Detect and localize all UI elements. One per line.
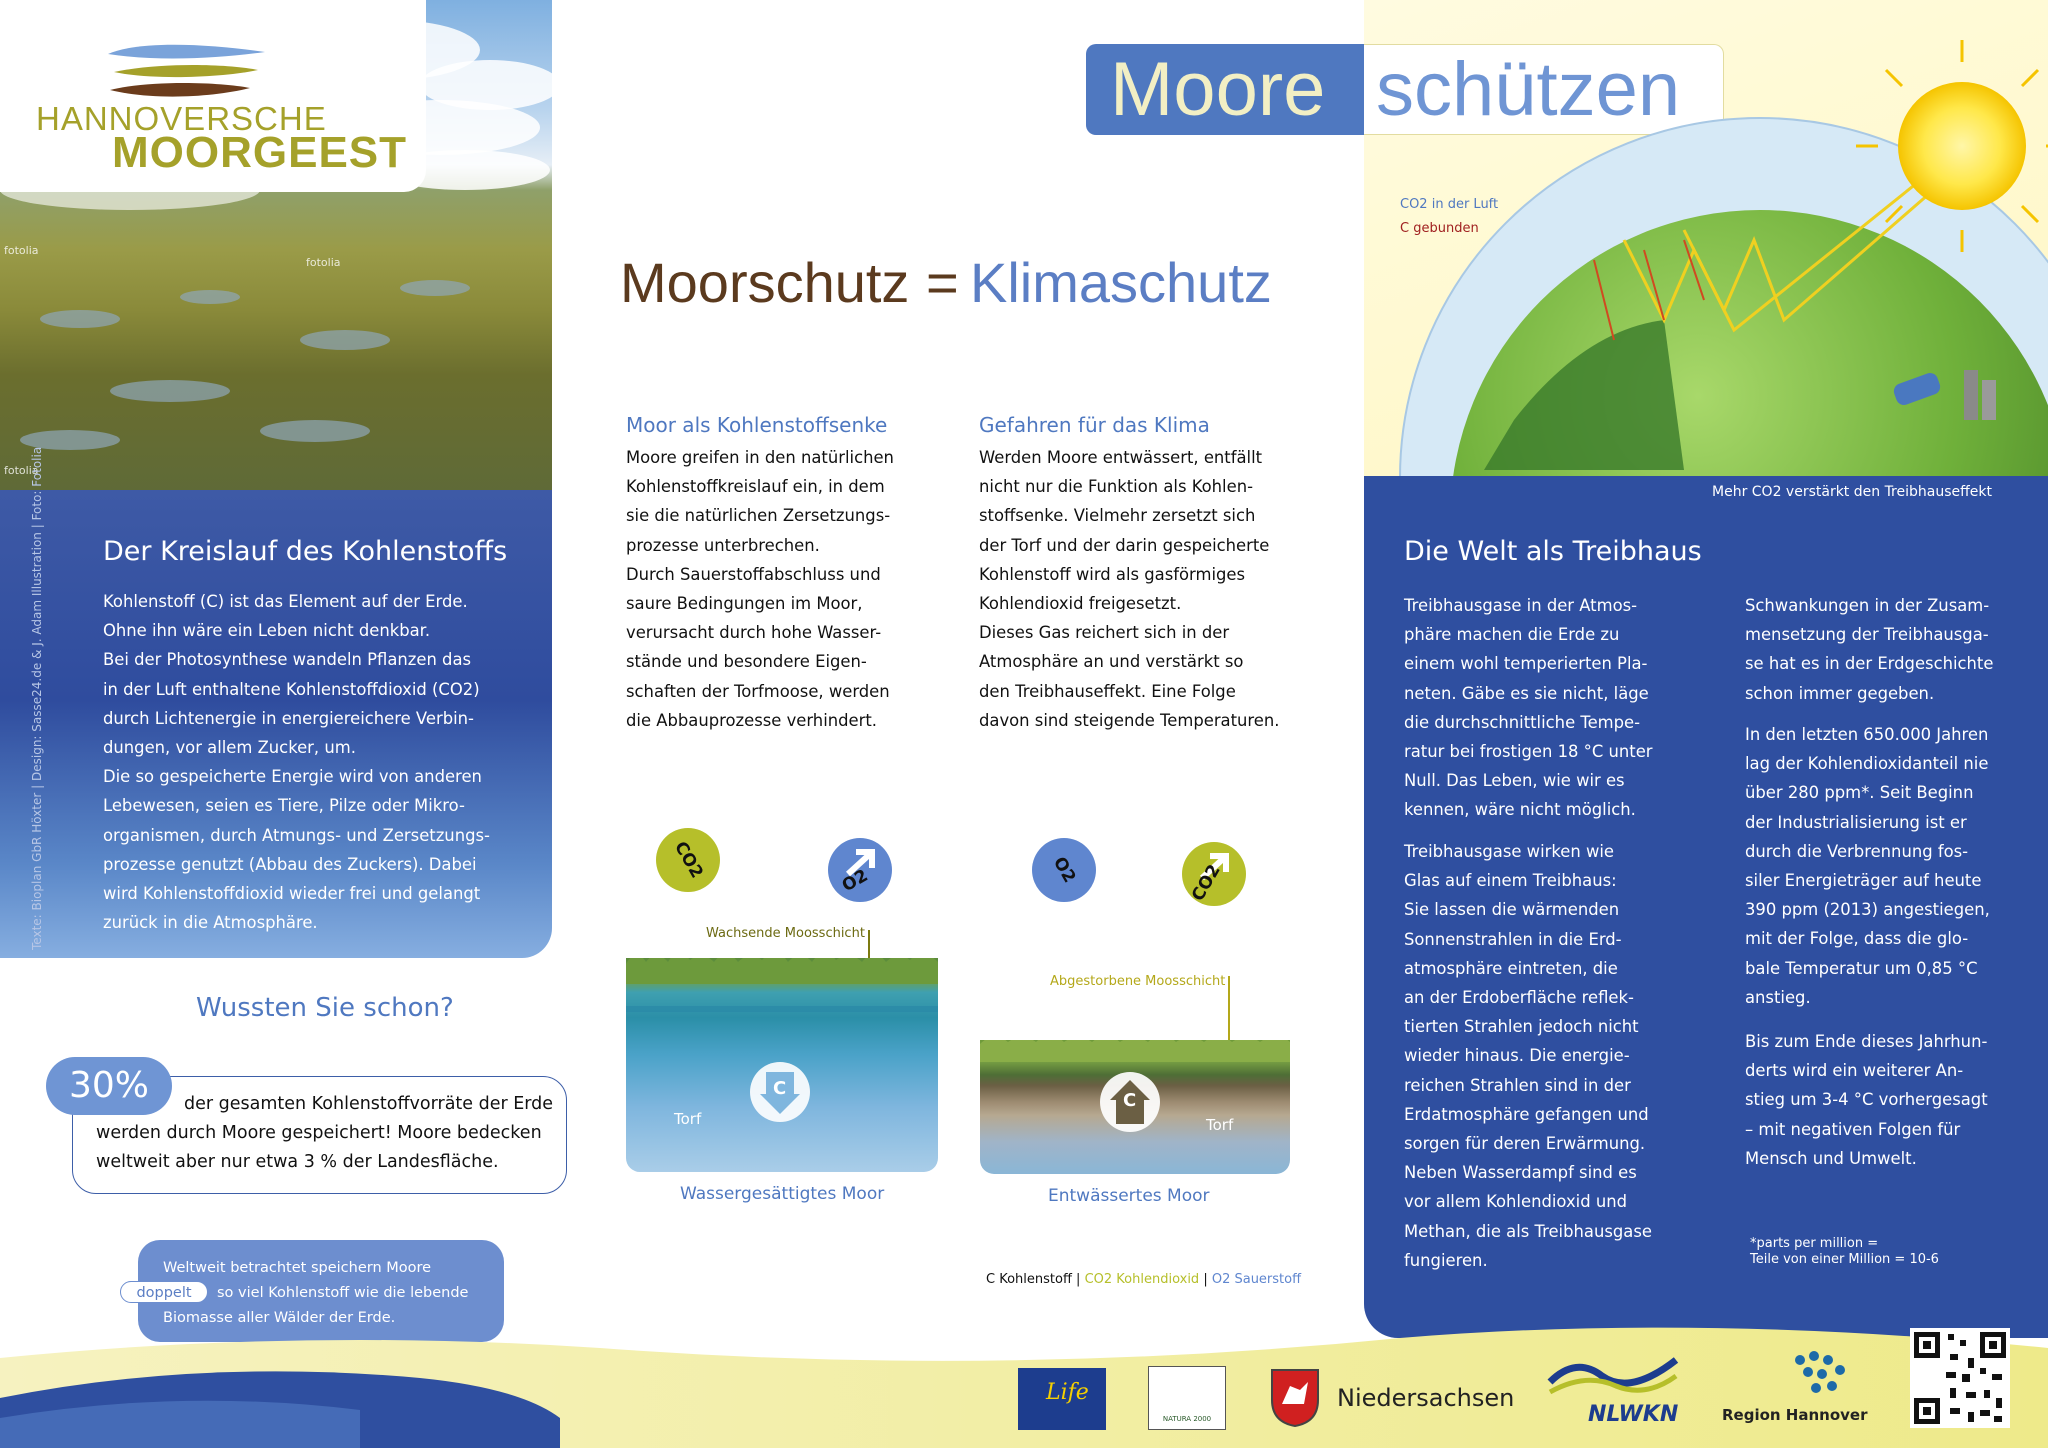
text-line: stieg um 3-4 °C vorhergesagt — [1745, 1090, 1988, 1110]
welt-title: Die Welt als Treibhaus — [1404, 536, 1702, 567]
welt-right-p3 — [1745, 1027, 2025, 1173]
text-line: tierten Strahlen jedoch nicht — [1404, 1017, 1639, 1037]
moss-layer — [626, 958, 938, 984]
icon-label: CO2 — [669, 838, 707, 882]
text-line: reichen Strahlen sind in der — [1404, 1075, 1631, 1095]
factory-icon — [1964, 370, 1978, 420]
saturated-moor-diagram — [626, 958, 938, 1172]
legend-co2: CO2 Kohlendioxid — [1084, 1272, 1200, 1287]
text-line: Durch Sauerstoffabschluss und — [626, 564, 881, 584]
text-line: Moore greifen in den natürlichen — [626, 448, 894, 467]
col1-heading: Moor als Kohlenstoffsenke — [626, 413, 888, 437]
text-line: an der Erdoberfläche reflek- — [1404, 988, 1634, 1008]
text-line: die Abbauprozesse verhindert. — [626, 710, 878, 730]
legend-o2: O2 Sauerstoff — [1211, 1272, 1302, 1287]
headline-left: Moorschutz — [620, 251, 910, 314]
text-line: schon immer gegeben. — [1745, 683, 1935, 703]
layer-label: Abgestorbene Moosschicht — [1050, 974, 1226, 989]
col2-body — [979, 443, 1309, 735]
text-line: Ohne ihn wäre ein Leben nicht denkbar. — [103, 621, 431, 641]
text-line: Treibhausgase wirken wie — [1404, 842, 1614, 861]
text-line: der Torf und der darin gespeicherte — [979, 535, 1270, 555]
text-line: sie die natürlichen Zersetzungs- — [626, 506, 891, 526]
nlwkn-logo-icon — [1546, 1352, 1680, 1396]
carbon-label: C — [1123, 1090, 1137, 1111]
text-line: organismen, durch Atmungs- und Zersetzungs- — [103, 825, 490, 845]
text-line: sorgen für deren Erwärmung. — [1404, 1134, 1646, 1154]
text-line: prozesse unterbrechen. — [626, 535, 820, 555]
footnote-line: *parts per million = — [1750, 1236, 1879, 1251]
co2-down-icon — [656, 828, 720, 892]
natura2000-logo — [1148, 1366, 1226, 1430]
diagram2-caption: Entwässertes Moor — [1048, 1186, 1210, 1206]
text-line: Sie lassen die wärmenden — [1404, 900, 1620, 920]
logo-text-2: MOORGEEST — [112, 128, 408, 177]
text-line: bale Temperatur um 0,85 °C — [1745, 958, 1978, 978]
text-line: Kohlendioxid freigesetzt. — [979, 594, 1182, 614]
col1-body — [626, 443, 946, 735]
footnote-line: Teile von einer Million = 10-6 — [1750, 1252, 1939, 1267]
natura-label: NATURA 2000 — [1162, 1415, 1212, 1423]
text-line: Neben Wasserdampf sind es — [1404, 1163, 1637, 1183]
legend-sep: | — [1199, 1272, 1212, 1287]
text-line: Mensch und Umwelt. — [1745, 1148, 1917, 1168]
welt-right-p1 — [1745, 591, 2025, 708]
headline-equals: = — [926, 251, 959, 314]
icon-label: CO2 — [1187, 861, 1225, 905]
layer-label: Wachsende Moosschicht — [706, 926, 865, 941]
watermark: fotolia — [4, 464, 39, 477]
logo-text-1: HANNOVERSCHE — [36, 100, 327, 137]
text-line: nicht nur die Funktion als Kohlen- — [979, 477, 1253, 497]
fact-text: der gesamten Kohlenstoffvorräte der Erde werden durch Moore gespeichert! Moore bedecken weltweit aber nur etwa 3 % der Landesfläche. — [96, 1094, 554, 1172]
text-line: se hat es in der Erdgeschichte — [1745, 654, 1994, 674]
nlwkn-text: NLWKN — [1588, 1402, 1679, 1427]
text-line: Kohlenstoff (C) ist das Element auf der Erde. — [103, 592, 468, 611]
text-line: Dieses Gas reichert sich in der — [979, 623, 1230, 643]
text-line: vor allem Kohlendioxid und — [1404, 1192, 1627, 1212]
watermark: fotolia — [306, 256, 341, 269]
torf-label: Torf — [674, 1110, 702, 1128]
o2-down-icon — [1032, 838, 1096, 902]
text-line: durch Lichtenergie in energiereichere Verbin- — [103, 708, 474, 728]
text-line: Erdatmosphäre gefangen und — [1404, 1104, 1649, 1124]
text-line: mensetzung der Treibhausga- — [1745, 625, 1989, 645]
logo-mark-icon — [100, 40, 270, 108]
text-line: anstieg. — [1745, 987, 1811, 1007]
moss-layer — [980, 1040, 1290, 1062]
icon-label: O2 — [838, 865, 872, 897]
text-line: mit der Folge, dass die glo- — [1745, 929, 1969, 949]
text-line: Methan, die als Treibhausgase — [1404, 1221, 1652, 1241]
diagram1-caption: Wassergesättigtes Moor — [680, 1184, 885, 1204]
footnote — [1750, 1236, 1939, 1268]
life-label: Life — [1046, 1380, 1089, 1405]
text-line: Bis zum Ende dieses Jahrhun- — [1745, 1032, 1988, 1051]
sun-icon — [1898, 82, 2026, 210]
niedersachsen-crest-icon — [1270, 1368, 1320, 1428]
text-line: siler Energieträger auf heute — [1745, 871, 1982, 891]
text-line: einem wohl temperierten Pla- — [1404, 654, 1648, 674]
text-line: zurück in die Atmosphäre. — [103, 913, 318, 933]
text-line: Weltweit betrachtet speichern Moore — [163, 1260, 432, 1276]
text-line: über 280 ppm*. Seit Beginn — [1745, 783, 1974, 803]
legend-co2-air: CO2 in der Luft — [1400, 197, 1499, 212]
region-hannover-logo-icon — [1790, 1350, 1852, 1402]
text-line: Glas auf einem Treibhaus: — [1404, 871, 1617, 891]
legend — [986, 1272, 1301, 1287]
text-line: lag der Kohlendioxidanteil nie — [1745, 754, 1989, 774]
region-hannover-text: Region Hannover — [1722, 1406, 1868, 1424]
text-line: kennen, wäre nicht möglich. — [1404, 800, 1636, 820]
text-line: In den letzten 650.000 Jahren — [1745, 725, 1989, 744]
text-line: stoffsenke. Vielmehr zersetzt sich — [979, 506, 1256, 526]
col2-heading: Gefahren für das Klima — [979, 413, 1210, 437]
qr-code-icon[interactable] — [1910, 1328, 2010, 1428]
eu-life-logo — [1018, 1368, 1106, 1430]
text-line: – mit negativen Folgen für — [1745, 1119, 1961, 1139]
label-pointer — [1228, 976, 1230, 1044]
text-line: saure Bedingungen im Moor, — [626, 594, 863, 614]
text-line: davon sind steigende Temperaturen. — [979, 710, 1280, 730]
welt-right-p2 — [1745, 720, 2025, 1012]
text-line: derts wird ein weiterer An- — [1745, 1061, 1964, 1081]
text-line: Null. Das Leben, wie wir es — [1404, 771, 1625, 791]
title-word-1: Moore — [1110, 47, 1326, 132]
credit-text: Texte: Bioplan GbR Höxter | Design: Sasse24.de & J. Adam Illustration | Foto: Fotolia — [30, 446, 44, 950]
text-line: Bei der Photosynthese wandeln Pflanzen das — [103, 650, 472, 670]
text-line: durch die Verbrennung fos- — [1745, 841, 1969, 861]
wussten-title: Wussten Sie schon? — [196, 993, 454, 1023]
niedersachsen-text: Niedersachsen — [1337, 1384, 1515, 1412]
carbon-label: C — [773, 1078, 787, 1099]
text-line: Kohlenstoffkreislauf ein, in dem — [626, 477, 885, 497]
text-line: neten. Gäbe es sie nicht, läge — [1404, 683, 1649, 703]
co2-up-icon — [1182, 842, 1246, 906]
welt-left-p2 — [1404, 837, 1674, 1275]
text-line: Kohlenstoff wird als gasförmiges — [979, 564, 1246, 584]
text-line: Lebewesen, seien es Tiere, Pilze oder Mikro- — [103, 796, 465, 816]
text-line: wird Kohlenstoffdioxid wieder frei und gelangt — [103, 884, 481, 904]
text-line: den Treibhauseffekt. Eine Folge — [979, 681, 1236, 701]
o2-up-icon — [828, 838, 892, 902]
icon-label: O2 — [1048, 853, 1080, 887]
headline-right: Klimaschutz — [970, 251, 1272, 314]
watermark: fotolia — [4, 244, 39, 257]
title-word-2: schützen — [1376, 47, 1681, 132]
text-line: wieder hinaus. Die energie- — [1404, 1046, 1630, 1066]
fact-badge: 30% — [46, 1057, 172, 1115]
text-line: verursacht durch hohe Wasser- — [626, 623, 882, 643]
legend-c-bound: C gebunden — [1400, 221, 1479, 236]
text-line: Die so gespeicherte Energie wird von anderen — [103, 767, 482, 787]
text-line: ratur bei frostigen 18 °C unter — [1404, 742, 1653, 762]
greenhouse-globe-illustration — [1364, 0, 2048, 480]
text-line: dungen, vor allem Zucker, um. — [103, 738, 356, 758]
legend-sep: | — [1071, 1272, 1085, 1287]
text-line: phäre machen die Erde zu — [1404, 625, 1620, 645]
kreislauf-body — [103, 587, 523, 937]
globe-caption: Mehr CO2 verstärkt den Treibhauseffekt — [1712, 484, 1992, 500]
text-line: die durchschnittliche Tempe- — [1404, 712, 1641, 732]
text-line: 390 ppm (2013) angestiegen, — [1745, 900, 1990, 920]
torf-label: Torf — [1206, 1116, 1234, 1134]
legend-c: C Kohlenstoff — [986, 1272, 1072, 1287]
doppelt-highlight: doppelt — [120, 1281, 208, 1303]
text-line: stände und besondere Eigen- — [626, 652, 867, 672]
text-line: Atmosphäre an und verstärkt so — [979, 652, 1244, 672]
text-line: schaften der Torfmoose, werden — [626, 681, 890, 701]
text-line: Biomasse aller Wälder der Erde. — [163, 1310, 396, 1326]
text-line: fungieren. — [1404, 1250, 1488, 1270]
drained-moor-diagram — [980, 1040, 1290, 1174]
text-line: Treibhausgase in der Atmos- — [1404, 596, 1638, 615]
text-line: Sonnenstrahlen in die Erd- — [1404, 929, 1622, 949]
kreislauf-title: Der Kreislauf des Kohlenstoffs — [103, 536, 508, 567]
text-line: Werden Moore entwässert, entfällt — [979, 448, 1263, 467]
text-line: Schwankungen in der Zusam- — [1745, 596, 1990, 615]
welt-left-p1 — [1404, 591, 1664, 825]
text-line: prozesse genutzt (Abbau des Zuckers). Dabei — [103, 854, 477, 874]
text-line: so viel Kohlenstoff wie die lebende — [217, 1285, 469, 1301]
text-line: der Industrialisierung ist er — [1745, 812, 1967, 832]
text-line: in der Luft enthaltene Kohlenstoffdioxid (CO2) — [103, 679, 480, 699]
text-line: atmosphäre eintreten, die — [1404, 958, 1618, 978]
